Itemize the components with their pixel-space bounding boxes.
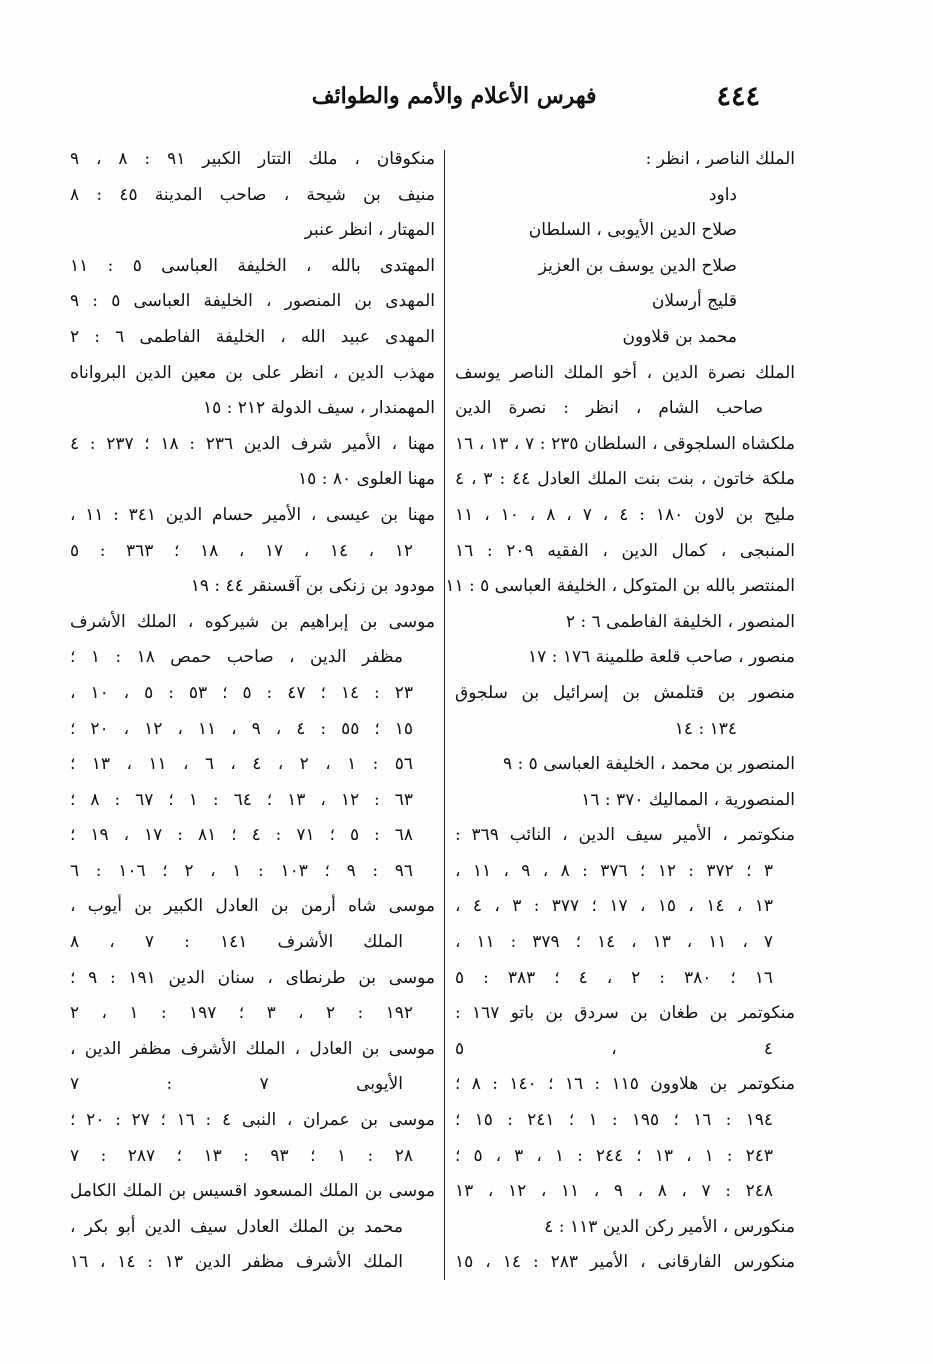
index-entry: ٦٨ : ٥ ؛ ٧١ : ٤ ؛ ٨١ : ١٧ ، ١٩ ؛: [70, 825, 414, 846]
index-entry: صلاح الدين الأيوبى ، السلطان: [528, 220, 737, 241]
index-entry: مظفر الدين ، صاحب حمص ١٨ : ١ ؛: [70, 647, 403, 668]
index-entry: ١٥ ؛ ٥٥ : ٤ ، ٩ ، ١١ ، ١٢ ، ٢٠ ؛: [70, 718, 413, 739]
index-entry: مهنا بن عيسى ، الأمير حسام الدين ٣٤١ : ١١ ،: [70, 504, 435, 525]
page-title: فهرس الأعلام والأمم والطوائف: [311, 83, 597, 109]
index-entry: المهمندار ، سيف الدولة ٢١٢ : ١٥: [202, 398, 435, 419]
index-entry: ملكة خاتون ، بنت بنت الملك العادل ٤٤ : ٣ ، ٤: [455, 469, 795, 490]
index-entry: محمد بن قلاوون: [622, 326, 737, 347]
index-entry: ٣ ؛ ٣٧٢ : ١٢ ؛ ٣٧٦ : ٨ ، ٩ ، ١١ ،: [455, 860, 774, 881]
index-entry: المنصور بن محمد ، الخليفة العباسى ٥ : ٩: [502, 754, 795, 775]
index-entry: منكوقان ، ملك التتار الكبير ٩١ : ٨ ، ٩: [70, 149, 435, 169]
index-entry: قليج أرسلان: [651, 291, 737, 312]
index-entry: مهذب الدين ، انظر على بن معين الدين البرواناه: [70, 362, 435, 383]
index-entry: منكورس ، الأمير ركن الدين ١١٣ : ٤: [544, 1216, 795, 1237]
index-entry: ١٦ ؛ ٣٨٠ : ٢ ، ٤ ؛ ٣٨٣ : ٥: [455, 967, 773, 988]
index-entry: ملكشاه السلجوقى ، السلطان ٢٣٥ : ٧ ، ١٣ ، ١٦: [455, 433, 796, 454]
index-entry: موسى بن الملك المسعود اقسيس بن الملك الكامل: [70, 1181, 435, 1202]
index-entry: ٦٣ : ١٢ ، ١٣ ؛ ٦٤ : ١ ؛ ٦٧ : ٨ ؛: [70, 789, 414, 810]
index-entry: المنبجى ، كمال الدين ، الفقيه ٢٠٩ : ١٦: [455, 540, 795, 561]
index-entry: مهنا ، الأمير شرف الدين ٢٣٦ : ١٨ ؛ ٢٣٧ : ٤: [70, 433, 435, 454]
index-entry: داود: [708, 184, 737, 205]
index-entry: مليح بن لاون ١٨٠ : ٤ ، ٧ ، ٨ ، ١٠ ، ١١: [455, 504, 796, 525]
page-header: [300, 78, 760, 114]
index-entry: المنتصر بالله بن المتوكل ، الخليفة العباسى ٥ : ١١: [445, 576, 795, 597]
page-number: ٤٤٤: [716, 80, 760, 112]
index-entry: المهدى عبيد الله ، الخليفة الفاطمى ٦ : ٢: [70, 326, 435, 347]
index-entry: منكورس الفارقانى ، الأمير ٢٨٣ : ١٤ ، ١٥: [455, 1252, 795, 1273]
index-entry: الملك الأشرف ١٤١ : ٧ ، ٨: [70, 932, 403, 953]
index-entry: المهتدى بالله ، الخليفة العباسى ٥ : ١١: [70, 255, 435, 276]
index-entry: المنصور ، الخليفة الفاطمى ٦ : ٢: [565, 611, 795, 632]
index-entry: منيف بن شيحة ، صاحب المدينة ٤٥ : ٨: [70, 184, 435, 205]
index-entry: ٧ ، ١١ ، ١٣ ، ١٤ ؛ ٣٧٩ : ١١ ،: [455, 932, 773, 953]
index-entry: الملك نصرة الدين ، أخو الملك الناصر يوسف: [455, 362, 795, 383]
index-entry: ٢٤٣ : ١ ، ١٣ ؛ ٢٤٤ : ١ ، ٣ ، ٥ ؛: [455, 1145, 773, 1166]
index-entry: منصور ، صاحب قلعة طلمينة ١٧٦ : ١٧: [528, 647, 795, 668]
index-entry: ٩٦ : ٩ ؛ ١٠٣ : ١ ، ٢ ؛ ١٠٦ : ٦: [70, 860, 414, 881]
index-entry: مودود بن زنكى بن آقسنقر ٤٤ : ١٩: [190, 576, 435, 597]
index-entry: المهدى بن المنصور ، الخليفة العباسى ٥ : ٩: [70, 291, 435, 312]
index-entry: ٢٣ : ١٤ ؛ ٤٧ : ٥ ؛ ٥٣ : ٥ ، ١٠ ،: [70, 682, 413, 703]
index-entry: موسى بن طرنطاى ، سنان الدين ١٩١ : ٩ ؛: [70, 967, 436, 988]
index-column-left: [70, 142, 435, 1302]
index-entry: موسى بن عمران ، النبى ٤ : ١٦ ؛ ٢٧ : ٢٠ ؛: [70, 1110, 435, 1131]
index-entry: منكوتمر ، الأمير سيف الدين ، النائب ٣٦٩ :: [455, 825, 795, 846]
index-entry: منصور بن قتلمش بن إسرائيل بن سلجوق: [455, 682, 795, 703]
index-entry: ١٣٤ : ١٤: [674, 718, 737, 739]
index-entry: الملك الأشرف مظفر الدين ١٣ : ١٤ ، ١٦: [70, 1252, 403, 1273]
index-entry: مهنا العلوى ٨٠ : ١٥: [298, 469, 435, 490]
index-entry: موسى بن إبراهيم بن شيركوه ، الملك الأشرف: [70, 611, 435, 632]
index-entry: ٢٤٨ : ٧ ، ٨ ، ٩ ، ١١ ، ١٢ ، ١٣: [455, 1181, 773, 1202]
index-entry: ١٣ ، ١٤ ، ١٥ ، ١٧ ؛ ٣٧٧ : ٣ ، ٤ ،: [455, 896, 773, 917]
index-entry: ١٩٢ : ٢ ، ٣ ؛ ١٩٧ : ١ ، ٢: [70, 1003, 413, 1024]
index-entry: المهتار ، انظر عنبر: [304, 220, 435, 241]
index-entry: منكوتمر بن طغان بن سردق بن باتو ١٦٧ :: [455, 1003, 795, 1024]
index-entry: ٢٨ : ١ ؛ ٩٣ : ١٣ ؛ ٢٨٧ : ٧: [70, 1145, 413, 1166]
index-entry: منكوتمر بن هلاوون ١١٥ : ١٦ ؛ ١٤٠ : ٨ ؛: [455, 1074, 795, 1095]
index-entry: الملك الناصر ، انظر :: [645, 149, 795, 169]
index-entry: موسى شاه أرمن بن العادل الكبير بن أيوب ،: [70, 896, 435, 917]
index-column-right: [445, 142, 796, 1302]
index-entry: ٤ ، ٥: [455, 1038, 773, 1059]
column-divider: [444, 150, 445, 1280]
index-entry: محمد بن الملك العادل سيف الدين أبو بكر ،: [70, 1216, 403, 1237]
index-entry: الأيوبى ٧ : ٧: [70, 1074, 403, 1095]
index-entry: ١٢ ، ١٤ ، ١٧ ، ١٨ ؛ ٣٦٣ : ٥: [70, 540, 414, 561]
index-entry: ١٩٤ : ١٦ ؛ ١٩٥ : ١ ؛ ٢٤١ : ١٥ ؛: [455, 1110, 773, 1131]
index-entry: صلاح الدين يوسف بن العزيز: [538, 255, 737, 276]
index-entry: المنصورية ، المماليك ٣٧٠ : ١٦: [581, 789, 795, 810]
index-entry: ٥٦ : ١ ، ٢ ، ٤ ، ٦ ، ١١ ، ١٣ ؛: [70, 754, 413, 775]
index-entry: صاحب الشام ، انظر : نصرة الدين: [455, 398, 763, 419]
index-entry: موسى بن العادل ، الملك الأشرف مظفر الدين ،: [70, 1038, 435, 1059]
